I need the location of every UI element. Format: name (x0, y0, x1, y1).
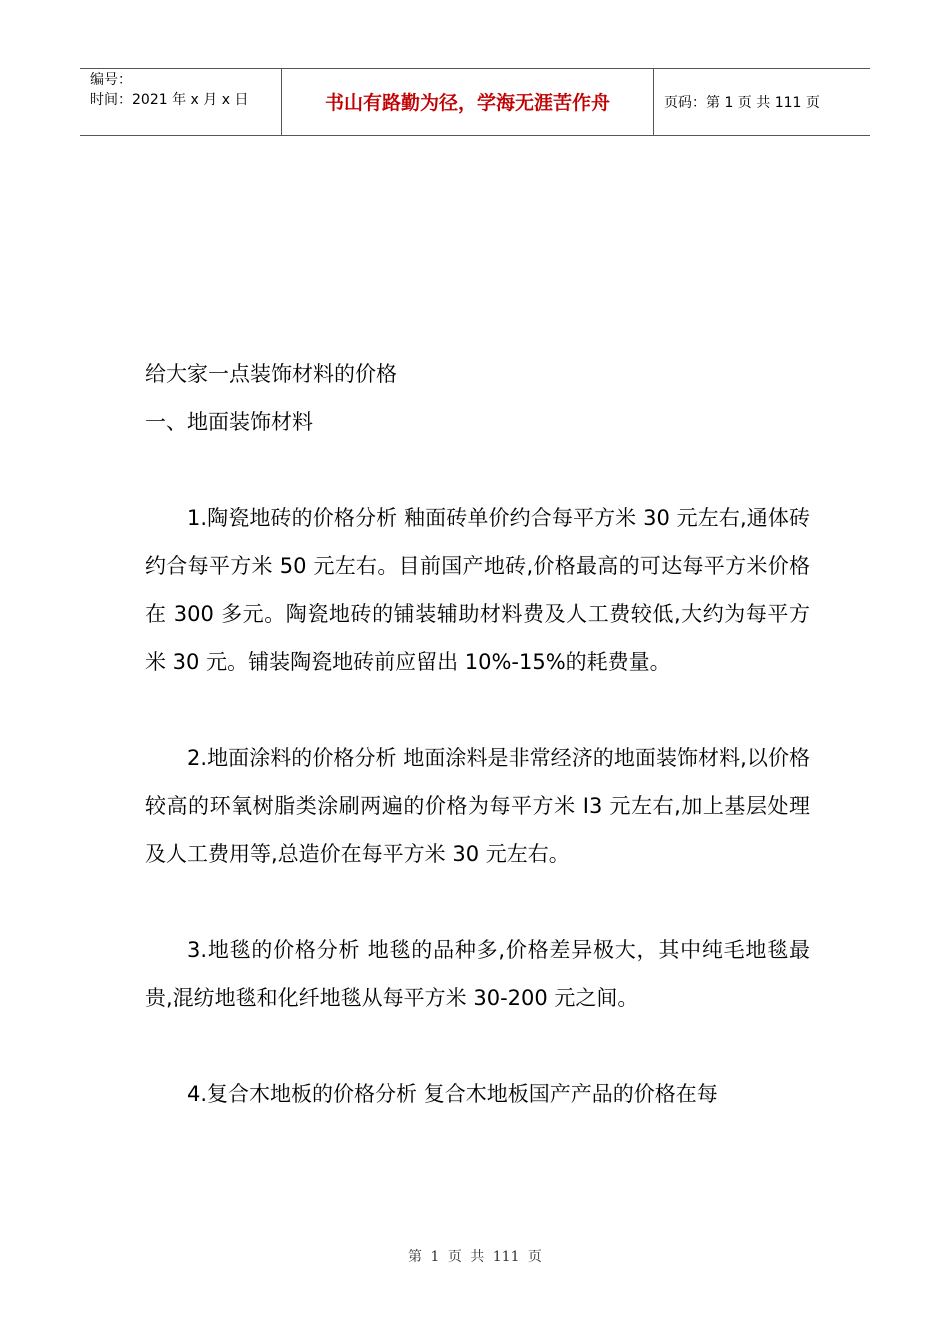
header-page-info: 页码：第 1 页 共 111 页 (664, 95, 820, 111)
section-heading: 一、地面装饰材料 (145, 410, 313, 434)
header-page-cell (654, 69, 870, 135)
paragraph-laminate-floor: 4.复合木地板的价格分析 复合木地板国产产品的价格在每 (187, 1082, 718, 1106)
paragraph-carpet: 3.地毯的价格分析 地毯的品种多,价格差异极大，其中纯毛地毯最贵,混纺地毯和化纤地毯从每平方米 30-200 元之间。 (145, 938, 810, 1010)
header-motto: 书山有路勤为径，学海无涯苦作舟 (324, 92, 610, 114)
header-meta (80, 69, 282, 135)
document-title: 给大家一点装饰材料的价格 (145, 362, 397, 386)
document-header (80, 68, 870, 136)
document-body (145, 350, 810, 1118)
paragraph-ceramic-tile: 1.陶瓷地砖的价格分析 釉面砖单价约合每平方米 30 元左右,通体砖约合每平方米 50 元左右。目前国产地砖,价格最高的可达每平方米价格在 300 多元。陶瓷地砖的铺装辅助材料费及人工费较低,大约为每平方米 30 元。铺装陶瓷地砖前应留出 10%-15%的耗费量。 (145, 506, 810, 674)
document-date: 时间：2021 年 x 月 x 日 (90, 92, 249, 108)
paragraph-floor-coating: 2.地面涂料的价格分析 地面涂料是非常经济的地面装饰材料,以价格较高的环氧树脂类涂刷两遍的价格为每平方米 I3 元左右,加上基层处理及人工费用等,总造价在每平方米 30 元左右。 (145, 746, 810, 866)
page-footer: 第 1 页 共 111 页 (408, 1249, 542, 1265)
document-number-label: 编号： (90, 72, 132, 88)
header-motto-cell (282, 69, 654, 135)
